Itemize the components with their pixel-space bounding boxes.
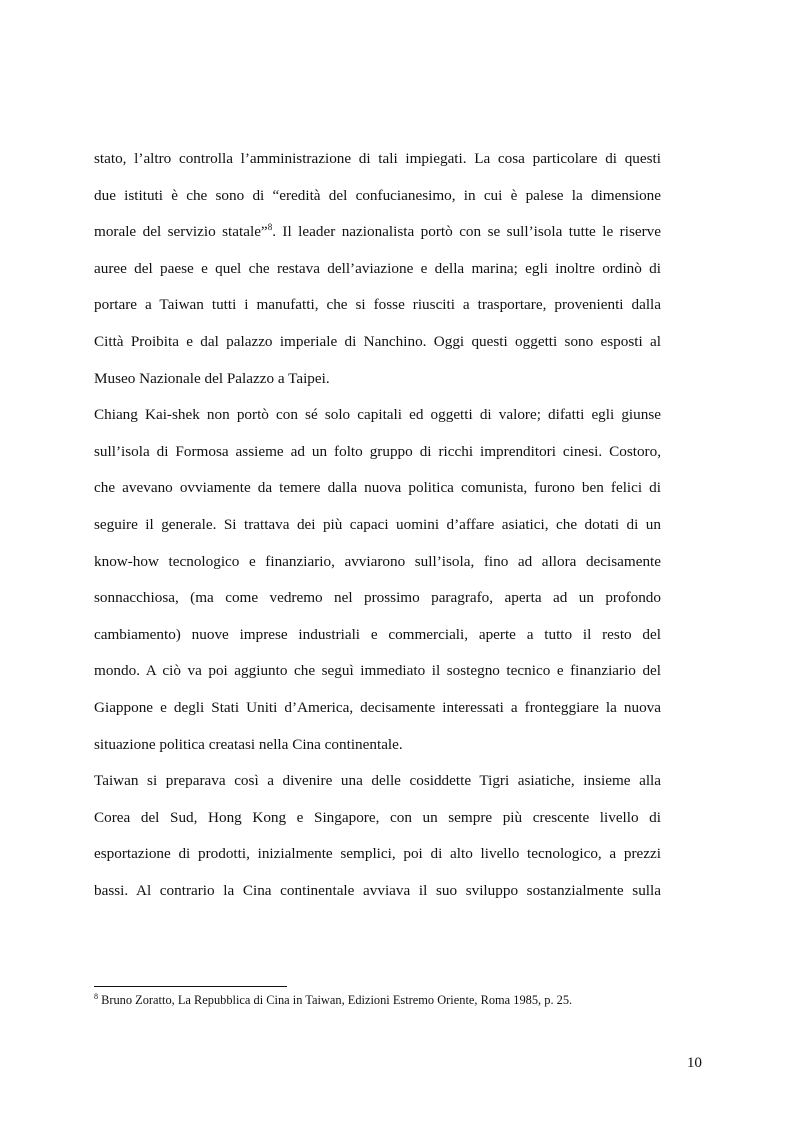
text-line: Corea del Sud, Hong Kong e Singapore, con un sempre più crescente livello di [94, 808, 661, 826]
text-line: bassi. Al contrario la Cina continentale avviava il suo sviluppo sostanzialmente sulla [94, 881, 661, 899]
text-line: che avevano ovviamente da temere dalla nuova politica comunista, furono ben felici di [94, 479, 661, 497]
text-line: Chiang Kai-shek non portò con sé solo capitali ed oggetti di valore; difatti egli giunse [94, 406, 661, 424]
text-line: due istituti è che sono di “eredità del confucianesimo, in cui è palese la dimensione [94, 186, 661, 204]
text-line: Città Proibita e dal palazzo imperiale di Nanchino. Oggi questi oggetti sono esposti al [94, 332, 661, 350]
text-line: stato, l’altro controlla l’amministrazione di tali impiegati. La cosa particolare di questi [94, 150, 661, 167]
text-line: cambiamento) nuove imprese industriali e commerciali, aperte a tutto il resto del [94, 625, 661, 643]
text-line: auree del paese e quel che restava dell’aviazione e della marina; egli inoltre ordinò di [94, 259, 661, 277]
footnote-text: Bruno Zoratto, La Repubblica di Cina in Taiwan, Edizioni Estremo Oriente, Roma 1985, p. 25. [98, 993, 573, 1007]
text-line: sull’isola di Formosa assieme ad un folto gruppo di ricchi imprenditori cinesi. Costoro, [94, 442, 661, 460]
footnote-reference[interactable]: 8 [267, 222, 273, 233]
text-line: esportazione di prodotti, inizialmente semplici, poi di alto livello tecnologico, a prezzi [94, 845, 661, 863]
text-line: know-how tecnologico e finanziario, avviarono sull’isola, fino ad allora decisamente [94, 552, 661, 570]
footnote-mark: 8 [94, 991, 98, 1001]
text-line-part: . Il leader nazionalista portò con se sull’isola tutte le riserve [272, 223, 661, 241]
body-text [94, 141, 661, 909]
footnote [94, 992, 694, 1008]
text-line: seguire il generale. Si trattava dei più capaci uomini d’affare asiatici, che dotati di un [94, 515, 661, 533]
text-line: Museo Nazionale del Palazzo a Taipei. [94, 369, 330, 387]
page-number: 10 [686, 1054, 702, 1071]
footnote-separator [94, 986, 287, 987]
text-line: sonnacchiosa, (ma come vedremo nel prossimo paragrafo, aperta ad un profondo [94, 589, 661, 607]
text-line: Giappone e degli Stati Uniti d’America, decisamente interessati a fronteggiare la nuova [94, 698, 661, 716]
text-line: situazione politica creatasi nella Cina continentale. [94, 735, 403, 753]
text-line: mondo. A ciò va poi aggiunto che seguì immediato il sostegno tecnico e finanziario del [94, 662, 661, 680]
text-line: portare a Taiwan tutti i manufatti, che si fosse riusciti a trasportare, provenienti dalla [94, 296, 661, 314]
text-line-part: morale del servizio statale” [94, 223, 268, 241]
text-line [94, 214, 661, 251]
text-line: Taiwan si preparava così a divenire una delle cosiddette Tigri asiatiche, insieme alla [94, 772, 661, 790]
